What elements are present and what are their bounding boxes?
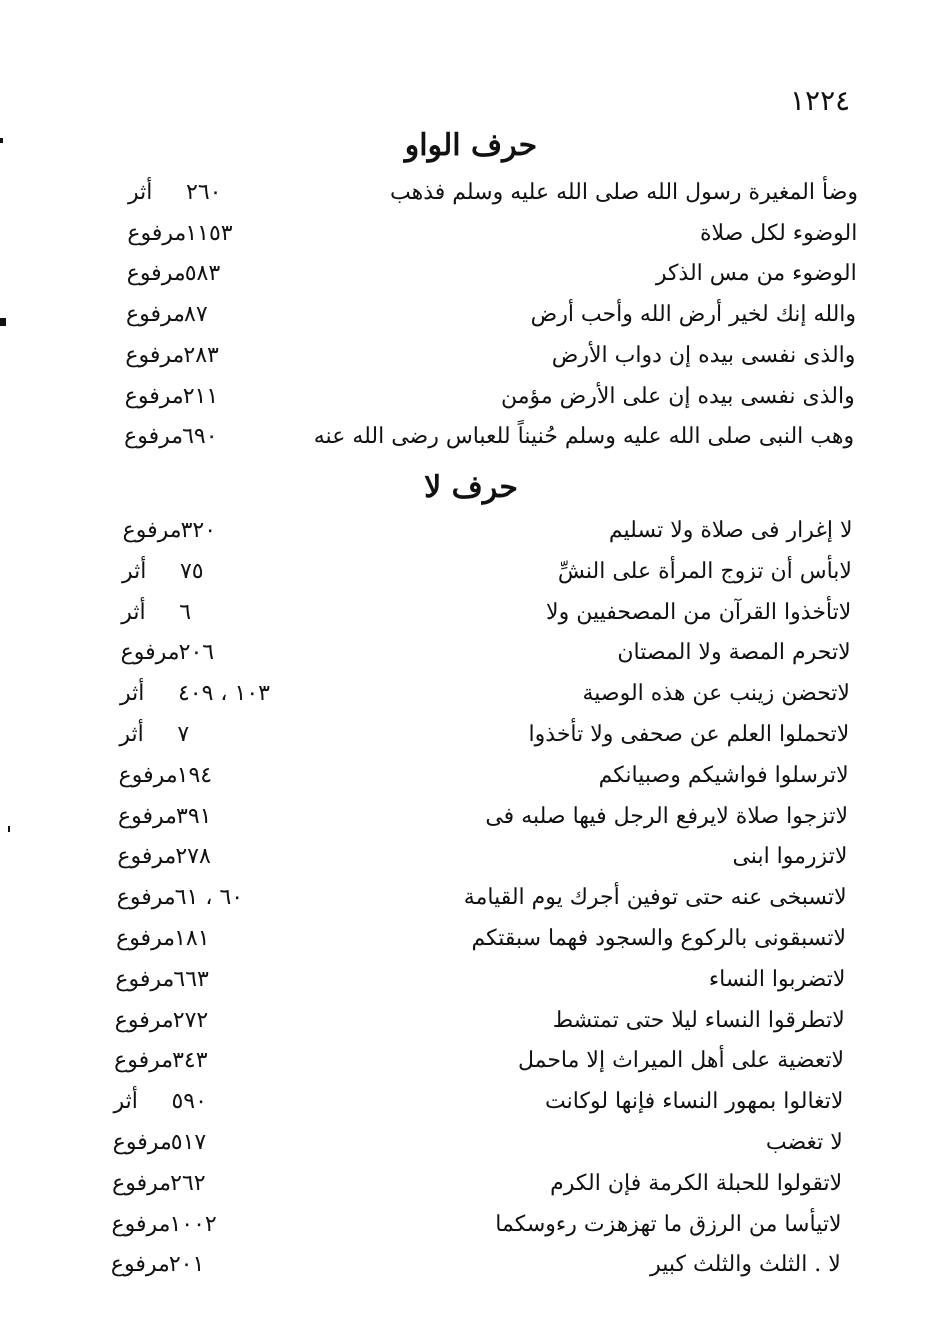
- entry-reference-number: ٣٢٠: [180, 518, 217, 543]
- entry-type: مرفوع: [124, 424, 184, 450]
- entry-type: مرفوع: [118, 762, 178, 788]
- entry-text: لاتضربوا النساء: [708, 966, 846, 992]
- entry-type: أثر: [128, 180, 153, 205]
- index-entry: [0, 261, 942, 301]
- margin-mark: [0, 318, 6, 326]
- entry-reference-number: ١٠٣ ، ٤٠٩: [177, 681, 270, 707]
- entry-text: والذى نفسى بيده إن على الأرض مؤمن: [500, 383, 855, 409]
- index-entry: [0, 1089, 942, 1129]
- entry-reference-number: ٧: [177, 722, 190, 747]
- index-entry: [0, 221, 942, 261]
- entry-type: مرفوع: [122, 518, 182, 543]
- entry-text: لاتأخذوا القرآن من المصحفيين ولا: [546, 599, 852, 625]
- section-heading: حرف الواو: [404, 128, 538, 163]
- entry-text: لاتحضن زينب عن هذه الوصية: [582, 681, 850, 707]
- entry-text: لا إغرار فى صلاة ولا تسليم: [608, 518, 853, 543]
- entry-reference-number: ٥١٧: [170, 1130, 207, 1155]
- index-entry: [0, 343, 942, 383]
- entry-text: لا تغضب: [765, 1130, 843, 1155]
- index-entry: [0, 424, 942, 464]
- entry-type: مرفوع: [116, 926, 175, 951]
- entry-type: أثر: [113, 1089, 138, 1115]
- entry-reference-number: ٦٦٣: [173, 966, 209, 992]
- index-entry: [0, 681, 942, 721]
- entry-reference-number: ٨٧: [184, 302, 208, 328]
- entry-text: لاتيأسا من الرزق ما تهزهزت رءوسكما: [495, 1211, 842, 1237]
- index-entry: [0, 640, 942, 680]
- entry-type: مرفوع: [115, 966, 175, 992]
- entry-text: لاتحملوا العلم عن صحفى ولا تأخذوا: [528, 722, 850, 747]
- index-entry: [0, 1008, 942, 1048]
- entry-reference-number: ٢٨٣: [183, 342, 219, 368]
- entry-reference-number: ١٠٠٢: [169, 1211, 217, 1237]
- entry-reference-number: ٢٧٨: [175, 844, 211, 870]
- entry-text: لاتزجوا صلاة لايرفع الرجل فيها صلبه فى: [485, 803, 849, 829]
- entry-text: لاترسلوا فواشيكم وصبيانكم: [598, 762, 849, 788]
- entry-reference-number: ٢٠٦: [178, 640, 215, 666]
- index-entry: [0, 926, 942, 966]
- index-entry: [0, 302, 942, 342]
- entry-reference-number: ٦٠ ، ٦١: [174, 885, 244, 911]
- section-heading: حرف لا: [424, 470, 518, 505]
- entry-type: مرفوع: [117, 844, 177, 870]
- entry-type: مرفوع: [126, 261, 186, 287]
- entry-reference-number: ٢٠١: [168, 1252, 205, 1278]
- entry-type: مرفوع: [111, 1211, 171, 1237]
- entry-type: مرفوع: [120, 640, 180, 666]
- entry-reference-number: ٢١١: [182, 383, 219, 409]
- entry-type: مرفوع: [124, 383, 184, 409]
- entry-text: الوضوء لكل صلاة: [699, 220, 858, 246]
- entry-text: لا . الثلث والثلث كبير: [650, 1252, 841, 1278]
- index-entry: [0, 1212, 942, 1252]
- entry-type: أثر: [119, 722, 144, 747]
- index-entry: [0, 518, 942, 558]
- entry-text: لاتحرم المصة ولا المصتان: [617, 640, 851, 666]
- entry-type: مرفوع: [118, 803, 177, 829]
- entry-text: الوضوء من مس الذكر: [655, 261, 857, 287]
- index-entry: [0, 844, 942, 884]
- entry-type: مرفوع: [116, 885, 176, 911]
- entry-type: مرفوع: [112, 1170, 172, 1196]
- index-entry: [0, 384, 942, 424]
- entry-reference-number: ٥٩٠: [171, 1089, 207, 1115]
- margin-mark: [8, 826, 10, 832]
- entry-type: أثر: [121, 558, 147, 584]
- entry-type: مرفوع: [112, 1130, 172, 1155]
- entry-reference-number: ٦٩٠: [182, 424, 218, 450]
- index-entry: [0, 967, 942, 1007]
- entry-reference-number: ١٩٤: [176, 762, 213, 788]
- entry-text: والله إنك لخير أرض الله وأحب أرض: [530, 302, 857, 328]
- entry-text: لاتسبخى عنه حتى توفين أجرك يوم القيامة: [463, 885, 847, 911]
- entry-reference-number: ١٨١: [174, 926, 210, 951]
- entry-text: لاتغالوا بمهور النساء فإنها لوكانت: [545, 1089, 844, 1115]
- entry-reference-number: ٥٨٣: [184, 261, 221, 287]
- entry-text: وهب النبى صلى الله عليه وسلم حُنيناً للعباس رضى الله عنه: [313, 424, 855, 450]
- entry-text: لاتقولوا للحبلة الكرمة فإن الكرم: [550, 1170, 843, 1196]
- entry-type: أثر: [121, 599, 146, 625]
- entry-reference-number: ٢٦٢: [170, 1170, 206, 1196]
- entry-text: لاتسبقونى بالركوع والسجود فهما سبقتكم: [471, 926, 847, 951]
- entry-type: أثر: [119, 681, 145, 707]
- entry-text: لاتزرموا ابنى: [732, 844, 848, 870]
- index-entry: [0, 1130, 942, 1170]
- entry-text: لاتطرقوا النساء ليلا حتى تمتشط: [552, 1007, 845, 1033]
- index-entry: [0, 722, 942, 762]
- index-entry: [0, 1252, 942, 1292]
- entry-text: وضأ المغيرة رسول الله صلى الله عليه وسلم فذهب: [390, 180, 858, 205]
- index-entry: [0, 763, 942, 803]
- entry-type: مرفوع: [114, 1048, 174, 1074]
- index-entry: [0, 885, 942, 925]
- entry-type: مرفوع: [126, 302, 185, 328]
- entry-reference-number: ١١٥٣: [185, 220, 233, 246]
- entry-text: لابأس أن تزوج المرأة على النشِّ: [557, 558, 852, 584]
- index-entry: [0, 1048, 942, 1088]
- entry-reference-number: ٧٥: [179, 558, 204, 584]
- entry-text: لاتعضية على أهل الميراث إلا ماحمل: [517, 1048, 845, 1074]
- entry-reference-number: ٢٧٢: [172, 1007, 209, 1033]
- index-entry: [0, 1171, 942, 1211]
- entry-reference-number: ٣٤٣: [172, 1048, 208, 1074]
- entry-type: مرفوع: [110, 1252, 170, 1278]
- margin-mark: [0, 138, 3, 143]
- index-entry: [0, 804, 942, 844]
- entry-type: مرفوع: [127, 220, 187, 246]
- entry-type: مرفوع: [125, 342, 185, 368]
- index-entry: [0, 180, 942, 220]
- entry-reference-number: ٦: [179, 599, 192, 625]
- page-number: ١٢٢٤: [790, 84, 851, 117]
- entry-reference-number: ٢٦٠: [186, 180, 222, 205]
- entry-reference-number: ٣٩١: [176, 803, 212, 829]
- index-entry: [0, 600, 942, 640]
- entry-text: والذى نفسى بيده إن دواب الأرض: [551, 342, 856, 368]
- entry-type: مرفوع: [114, 1007, 174, 1033]
- index-entry: [0, 559, 942, 599]
